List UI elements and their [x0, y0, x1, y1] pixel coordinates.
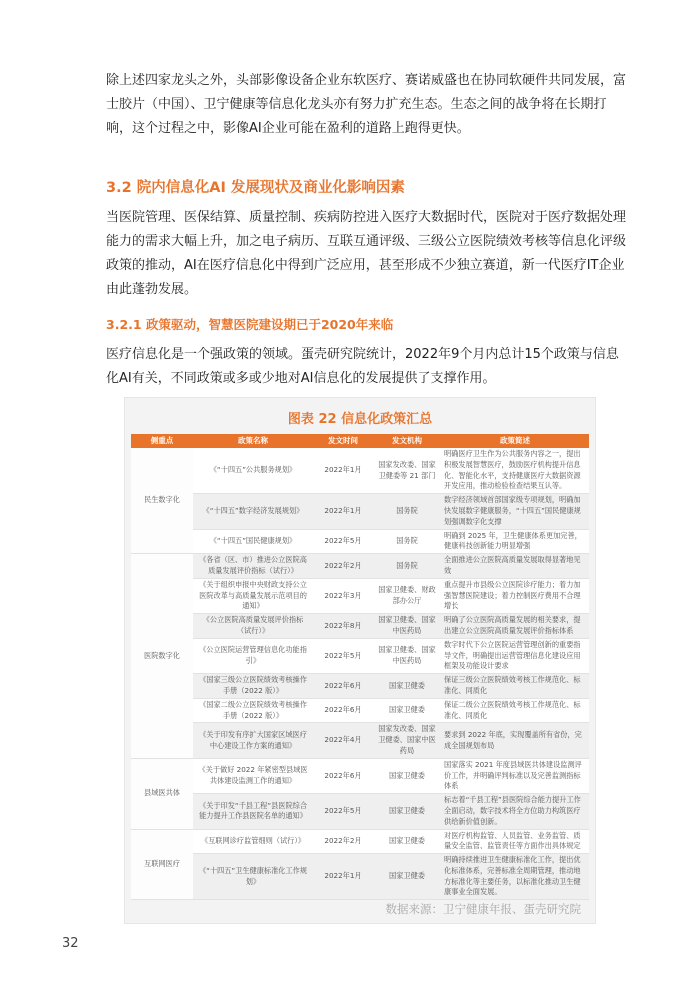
- issuer-cell: 国务院: [373, 494, 441, 529]
- policy-name-cell: 《关于做好 2022 年紧密型县域医共体建设监测工作的通知》: [193, 758, 313, 793]
- subsection-heading: 3.2.1 政策驱动，智慧医院建设期已于2020年来临: [106, 317, 394, 332]
- issuer-cell: 国务院: [373, 529, 441, 554]
- header-focus: 侧重点: [131, 434, 193, 448]
- issuer-cell: 国家卫健委、国家中医药局: [373, 638, 441, 673]
- header-date: 发文时间: [313, 434, 373, 448]
- date-cell: 2022年5月: [313, 638, 373, 673]
- policy-name-cell: 《互联网诊疗监管细则（试行）》: [193, 829, 313, 854]
- summary-cell: 数字经济领域首部国家级专项规划，明确加快发展数字健康服务，“十四五”国民健康规划强调数字化支撑: [441, 494, 589, 529]
- issuer-cell: 国家卫健委: [373, 698, 441, 723]
- table-row: [131, 529, 589, 554]
- date-cell: 2022年8月: [313, 614, 373, 639]
- issuer-cell: 国家发改委、国家卫健委等 21 部门: [373, 448, 441, 494]
- intro-paragraph: 除上述四家龙头之外，头部影像设备企业东软医疗、赛诺威盛也在协同软硬件共同发展，富士胶片（中国）、卫宁健康等信息化龙头亦有努力扩充生态。生态之间的战争将在长期打响，这个过程之中，影像AI企业可能在盈利的道路上跑得更快。: [106, 73, 627, 136]
- date-cell: 2022年5月: [313, 529, 373, 554]
- policy-name-cell: 《公立医院高质量发展评价指标（试行）》: [193, 614, 313, 639]
- issuer-cell: 国家卫健委: [373, 674, 441, 699]
- date-cell: 2022年3月: [313, 578, 373, 613]
- issuer-cell: 国家卫健委、财政部办公厅: [373, 578, 441, 613]
- section-paragraph: 当医院管理、医保结算、质量控制、疾病防控进入医疗大数据时代，医院对于医疗数据处理能力的需求大幅上升，加之电子病历、互联互通评级、三级公立医院绩效考核等信息化评级政策的推动，AI在医疗信息化中得到广泛应用，甚至形成不少独立赛道，新一代医疗IT企业由此蓬勃发展。: [106, 210, 627, 297]
- table-row: [131, 794, 589, 829]
- issuer-cell: 国务院: [373, 554, 441, 579]
- summary-cell: 明确了公立医院高质量发展的相关要求，提出建立公立医院高质量发展评价指标体系: [441, 614, 589, 639]
- table-row: [131, 448, 589, 494]
- table-row: [131, 758, 589, 793]
- table-row: [131, 554, 589, 579]
- table-row: [131, 854, 589, 900]
- summary-cell: 明确医疗卫生作为公共服务内容之一，提出积极发展智慧医疗，鼓励医疗机构提升信息化、智能化水平，支持健康医疗大数据资源开发应用，推动检验检查结果互认等。: [441, 448, 589, 494]
- date-cell: 2022年6月: [313, 698, 373, 723]
- summary-cell: 全面推进公立医院高质量发展取得显著地见效: [441, 554, 589, 579]
- summary-cell: 重点提升市县级公立医院诊疗能力；着力加强智慧医院建设；着力控制医疗费用不合理增长: [441, 578, 589, 613]
- date-cell: 2022年2月: [313, 829, 373, 854]
- issuer-cell: 国家卫健委: [373, 854, 441, 900]
- table-row: [131, 578, 589, 613]
- issuer-cell: 国家卫健委: [373, 758, 441, 793]
- table-row: [131, 614, 589, 639]
- category-cell: 医院数字化: [131, 554, 193, 759]
- category-cell: 县域医共体: [131, 758, 193, 829]
- figure-title: 图表 22 信息化政策汇总: [287, 412, 433, 427]
- policy-name-cell: 《“十四五”数字经济发展规划》: [193, 494, 313, 529]
- policy-name-cell: 《关于印发有序扩大国家区域医疗中心建设工作方案的通知》: [193, 723, 313, 758]
- table-row: [131, 723, 589, 758]
- policy-table: [131, 434, 589, 900]
- policy-name-cell: 《公立医院运营管理信息化功能指引》: [193, 638, 313, 673]
- data-source: 数据来源：卫宁健康年报、蛋壳研究院: [385, 902, 581, 916]
- table-row: [131, 638, 589, 673]
- issuer-cell: 国家发改委、国家卫健委、国家中医药局: [373, 723, 441, 758]
- summary-cell: 标志着“千县工程”县医院综合能力提升工作全面启动，数字技术将全方位助力构筑医疗供给新价值创新。: [441, 794, 589, 829]
- policy-name-cell: 《“十四五”公共服务规划》: [193, 448, 313, 494]
- summary-cell: 保证二级公立医院绩效考核工作规范化、标准化、同质化: [441, 698, 589, 723]
- date-cell: 2022年1月: [313, 494, 373, 529]
- policy-name-cell: 《“十四五”卫生健康标准化工作规划》: [193, 854, 313, 900]
- date-cell: 2022年5月: [313, 794, 373, 829]
- policy-name-cell: 《关于组织申报中央财政支持公立医院改革与高质量发展示范项目的通知》: [193, 578, 313, 613]
- header-summary: 政策简述: [441, 434, 589, 448]
- policy-name-cell: 《国家三级公立医院绩效考核操作手册（2022 版）》: [193, 674, 313, 699]
- policy-name-cell: 《国家二级公立医院绩效考核操作手册（2022 版）》: [193, 698, 313, 723]
- summary-cell: 明确到 2025 年，卫生健康体系更加完善，健康科技创新能力明显增强: [441, 529, 589, 554]
- summary-cell: 要求到 2022 年底，实现覆盖所有省份，完成全国规划布局: [441, 723, 589, 758]
- date-cell: 2022年1月: [313, 854, 373, 900]
- date-cell: 2022年2月: [313, 554, 373, 579]
- section-heading: 3.2 院内信息化AI 发展现状及商业化影响因素: [106, 180, 405, 196]
- summary-cell: 国家落实 2021 年度县域医共体建设监测评价工作，并明确评判标准以及完善监测指标体系: [441, 758, 589, 793]
- issuer-cell: 国家卫健委: [373, 829, 441, 854]
- category-cell: 民生数字化: [131, 448, 193, 554]
- policy-name-cell: 《“十四五”国民健康规划》: [193, 529, 313, 554]
- table-row: [131, 829, 589, 854]
- issuer-cell: 国家卫健委: [373, 794, 441, 829]
- summary-cell: 保证三级公立医院绩效考核工作规范化、标准化、同质化: [441, 674, 589, 699]
- date-cell: 2022年6月: [313, 674, 373, 699]
- policy-name-cell: 《关于印发“千县工程”县医院综合能力提升工作县医院名单的通知》: [193, 794, 313, 829]
- summary-cell: 数字时代下公立医院运营管理创新的重要指导文件，明确提出运营管理信息化建设应用框架及功能设计要求: [441, 638, 589, 673]
- issuer-cell: 国家卫健委、国家中医药局: [373, 614, 441, 639]
- table-row: [131, 494, 589, 529]
- summary-cell: 对医疗机构监管、人员监管、业务监管、质量安全监管、监管责任等方面作出具体规定: [441, 829, 589, 854]
- policy-figure: [124, 397, 596, 924]
- date-cell: 2022年6月: [313, 758, 373, 793]
- policy-name-cell: 《各省（区、市）推进公立医院高质量发展评价指标（试行）》: [193, 554, 313, 579]
- table-row: [131, 698, 589, 723]
- category-cell: 互联网医疗: [131, 829, 193, 900]
- date-cell: 2022年1月: [313, 448, 373, 494]
- table-row: [131, 674, 589, 699]
- page-number: 32: [62, 936, 79, 951]
- summary-cell: 明确持续推进卫生健康标准化工作，提出优化标准体系，完善标准全周期管理，推动地方标准化等主要任务，以标准化推动卫生健康事业全面发展。: [441, 854, 589, 900]
- subsection-paragraph: 医疗信息化是一个强政策的领域。蛋壳研究院统计，2022年9个月内总计15个政策与信息化AI有关，不同政策或多或少地对AI信息化的发展提供了支撑作用。: [106, 347, 619, 386]
- header-policy-name: 政策名称: [193, 434, 313, 448]
- policy-table-body: [131, 448, 589, 900]
- date-cell: 2022年4月: [313, 723, 373, 758]
- table-header-row: [131, 434, 589, 448]
- header-issuer: 发文机构: [373, 434, 441, 448]
